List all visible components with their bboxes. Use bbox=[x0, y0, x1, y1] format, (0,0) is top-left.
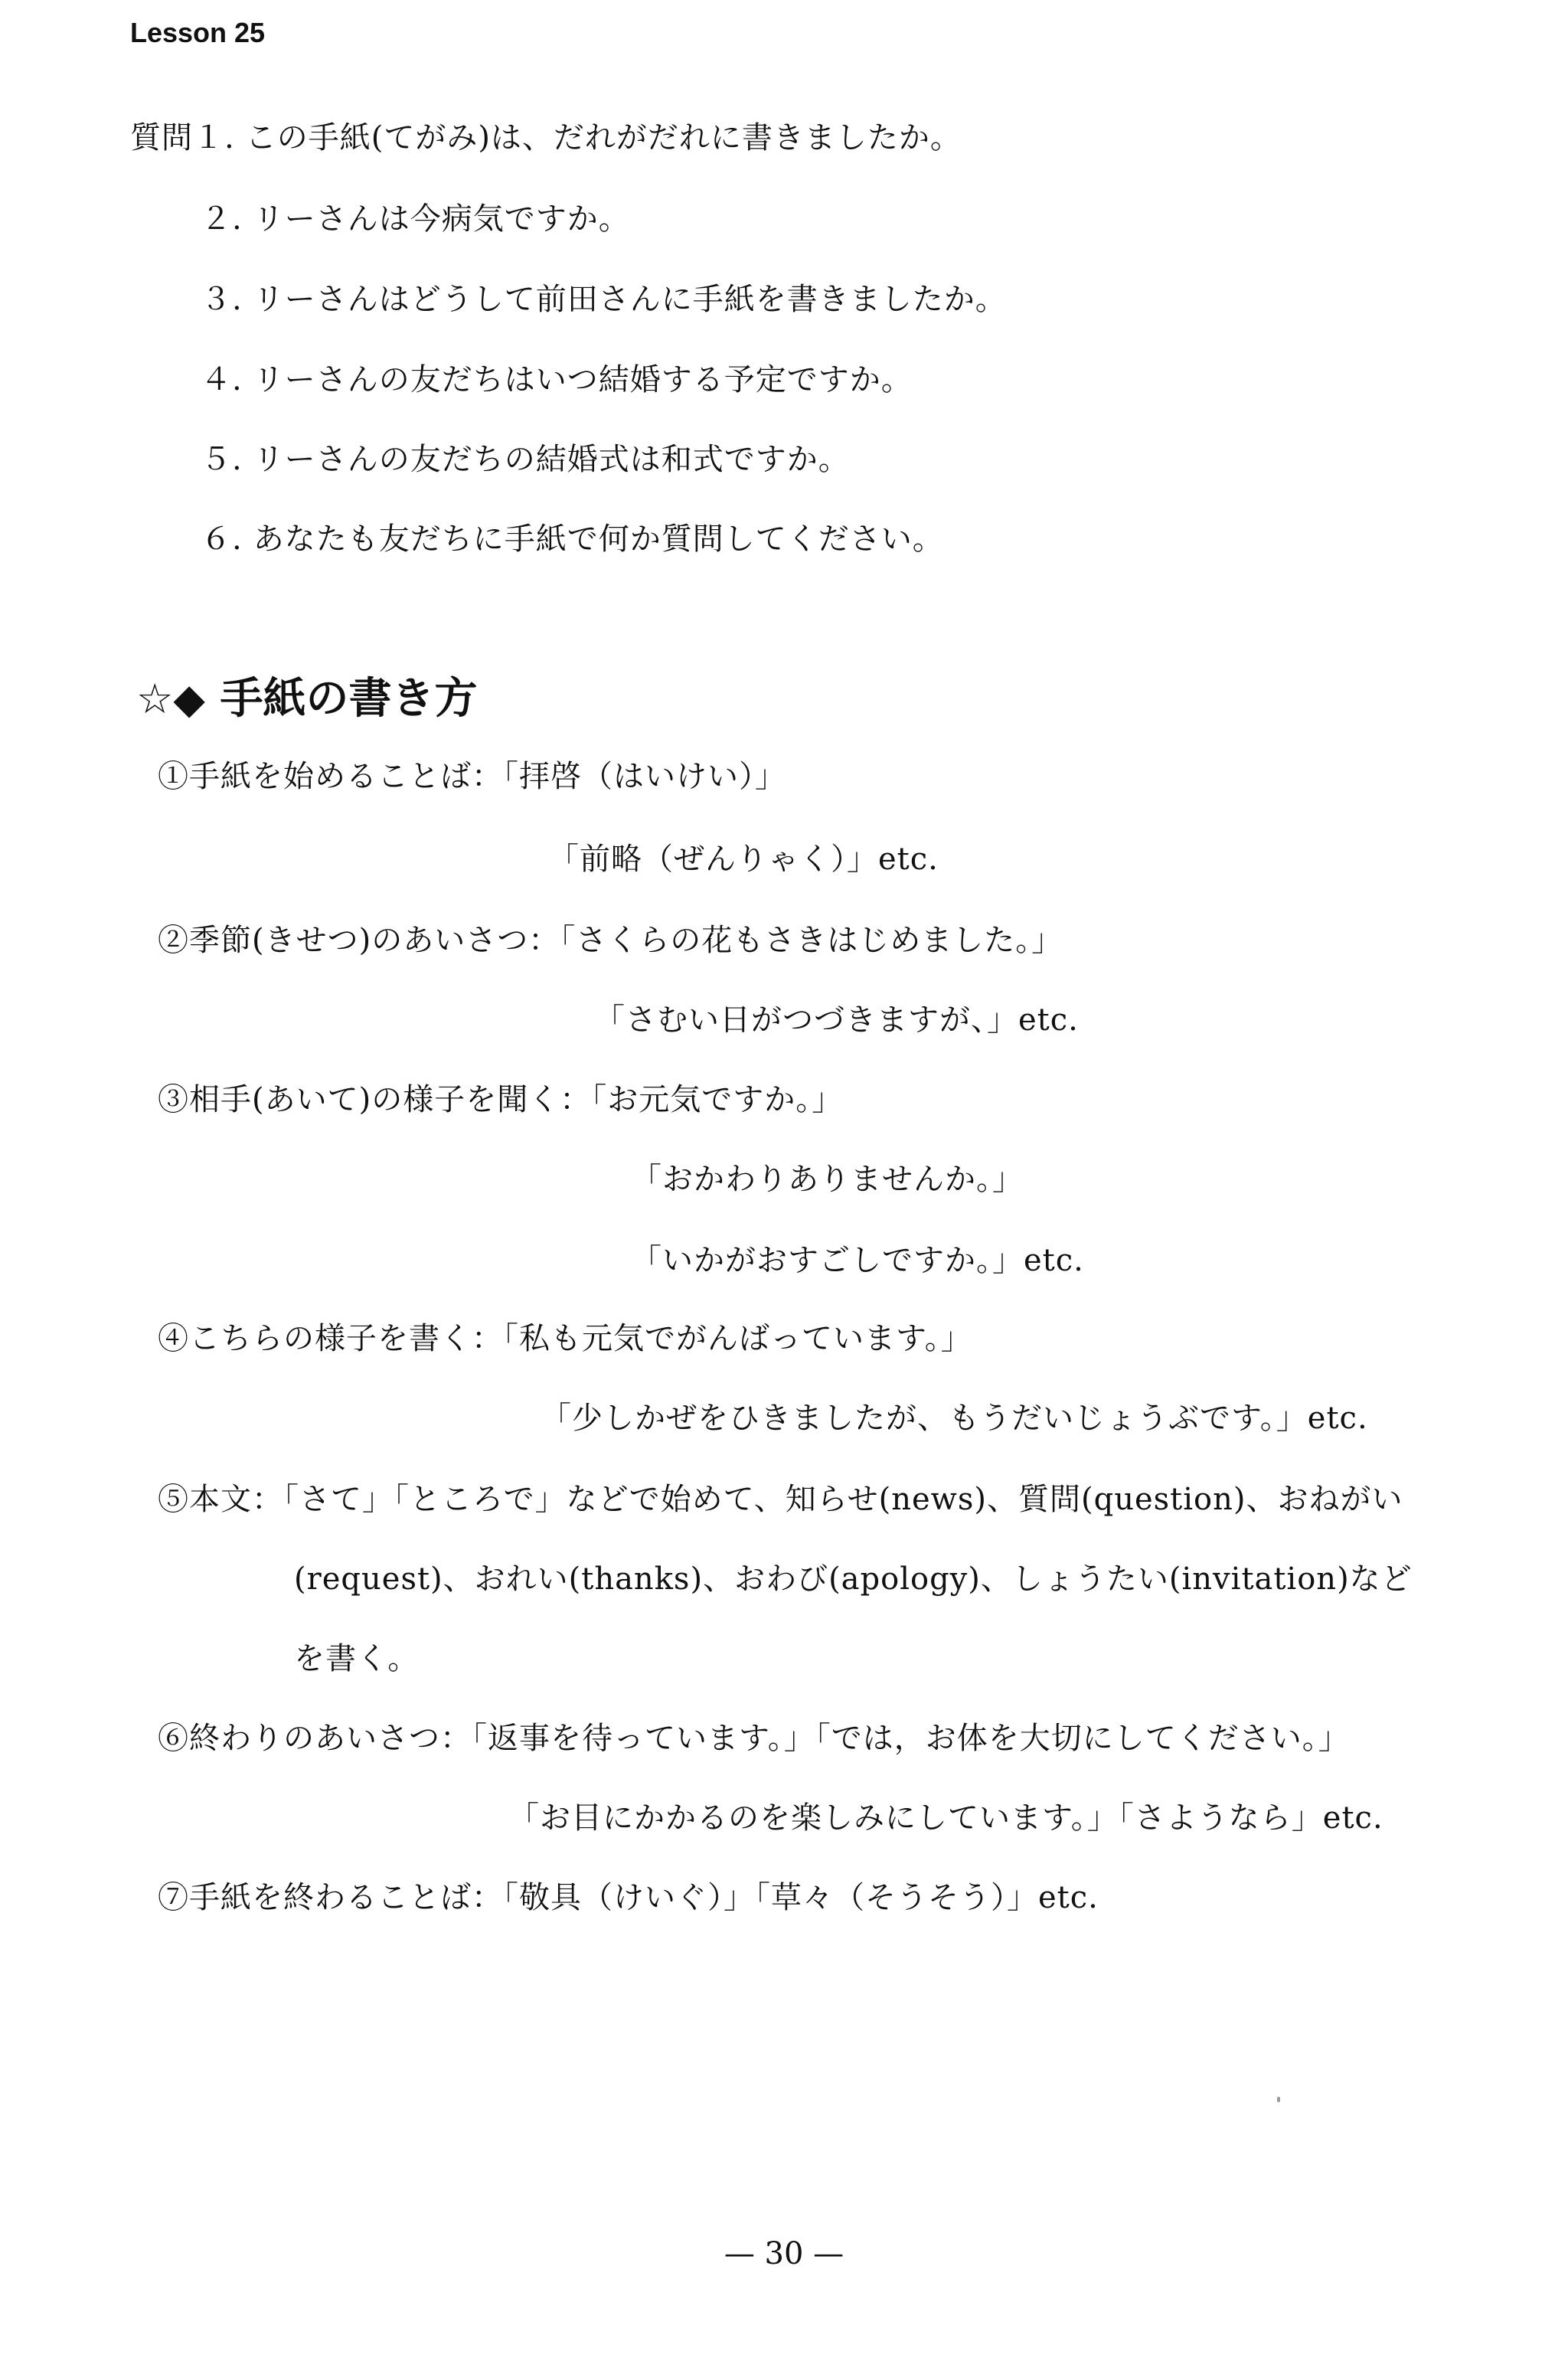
question-2 bbox=[201, 195, 630, 238]
guide-line-11: (request)、おれい(thanks)、おわび(apology)、しょうたい(invitation)など bbox=[294, 1561, 1413, 1597]
guide-line-6: 「おかわりありませんか。」 bbox=[631, 1162, 1024, 1197]
question-4-text: リーさんの友だちはいつ結婚する予定ですか。 bbox=[253, 362, 913, 397]
guide-line-2: 「前略（ぜんりゃく）」etc. bbox=[548, 842, 939, 877]
question-2-text: リーさんは今病気ですか。 bbox=[253, 201, 630, 237]
question-3-label: ３. bbox=[201, 282, 243, 317]
question-1 bbox=[130, 113, 962, 157]
lesson-header: Lesson 25 bbox=[130, 17, 266, 48]
guide-line-12: を書く。 bbox=[294, 1641, 420, 1676]
question-4-label: ４. bbox=[201, 362, 243, 397]
question-6 bbox=[201, 515, 944, 558]
question-6-text: あなたも友だちに手紙で何か質問してください。 bbox=[253, 522, 944, 557]
guide-line-14: 「お目にかかるのを楽しみにしています。」「さようなら」etc. bbox=[508, 1800, 1383, 1836]
question-3 bbox=[201, 275, 1007, 319]
question-5-label: ５. bbox=[201, 442, 243, 477]
guide-line-10: ⑤本文：「さて」「ところで」などで始めて、知らせ(news)、質問(question)、おねがい bbox=[158, 1482, 1403, 1517]
guide-line-1: ①手紙を始めることば：「拝啓（はいけい）」 bbox=[158, 759, 786, 794]
question-5 bbox=[201, 435, 850, 479]
guide-line-7: 「いかがおすごしですか。」etc. bbox=[631, 1243, 1084, 1278]
scan-speck bbox=[1277, 2097, 1280, 2102]
guide-line-15: ⑦手紙を終わることば：「敬具（けいぐ）」「草々（そうそう）」etc. bbox=[158, 1880, 1099, 1915]
guide-line-8: ④こちらの様子を書く：「私も元気でがんばっています。」 bbox=[158, 1321, 972, 1356]
section-title: 手紙の書き方 bbox=[220, 674, 478, 724]
question-3-text: リーさんはどうして前田さんに手紙を書きましたか。 bbox=[253, 282, 1007, 317]
page-number: — 30 — bbox=[724, 2236, 844, 2271]
section-heading bbox=[136, 665, 477, 726]
question-2-label: ２. bbox=[201, 201, 243, 237]
star-diamond-icon: ☆◆ bbox=[136, 675, 205, 723]
question-1-text: この手紙(てがみ)は、だれがだれに書きましたか。 bbox=[245, 120, 962, 155]
question-6-label: ６. bbox=[201, 522, 243, 557]
question-4 bbox=[201, 355, 913, 399]
guide-line-13: ⑥終わりのあいさつ：「返事を待っています。」「では，お体を大切にしてください。」 bbox=[158, 1721, 1350, 1756]
guide-line-4: 「さむい日がつづきますが、」etc. bbox=[594, 1002, 1079, 1038]
question-1-label: 質問１. bbox=[130, 120, 235, 155]
guide-line-3: ②季節(きせつ)のあいさつ：「さくらの花もさきはじめました。」 bbox=[158, 923, 1063, 958]
guide-line-5: ③相手(あいて)の様子を聞く：「お元気ですか。」 bbox=[158, 1082, 844, 1117]
question-5-text: リーさんの友だちの結婚式は和式ですか。 bbox=[253, 442, 850, 477]
guide-line-9: 「少しかぜをひきましたが、もうだいじょうぶです。」etc. bbox=[541, 1401, 1368, 1436]
